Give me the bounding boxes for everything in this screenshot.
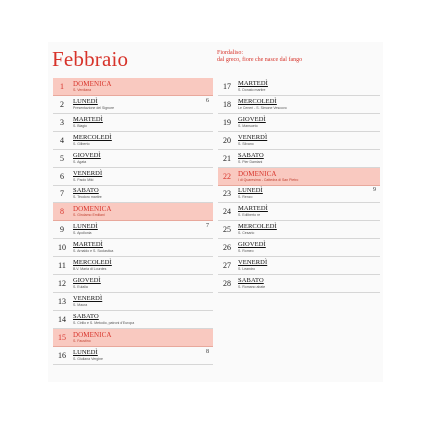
saint-name: S. Biagio [73, 123, 88, 128]
day-number: 11 [58, 261, 66, 270]
day-row [218, 132, 380, 150]
month-title: Febbraio [52, 47, 129, 71]
day-number: 15 [58, 332, 66, 342]
day-row [218, 78, 380, 96]
day-row [53, 329, 213, 347]
weekday-name: VENERDÌ [238, 259, 268, 266]
week-number: 9 [373, 187, 376, 194]
day-number: 10 [58, 243, 66, 253]
day-row [53, 347, 213, 365]
weekday-name: MARTEDÌ [238, 205, 268, 213]
day-number: 7 [60, 189, 64, 199]
flower-note [217, 50, 302, 64]
day-number: 17 [223, 82, 231, 91]
day-number: 22 [223, 171, 231, 181]
day-number: 12 [58, 278, 66, 288]
saint-name: Presentazione del Signore [73, 105, 115, 110]
day-row [218, 96, 380, 114]
day-number: 14 [58, 314, 66, 324]
weekday-name: MERCOLEDÌ [238, 97, 277, 105]
week-number: 6 [206, 97, 209, 104]
day-number: 24 [223, 207, 231, 217]
day-row [53, 239, 213, 257]
weekday-name: VENERDÌ [238, 133, 268, 141]
weekday-name: SABATO [238, 151, 264, 159]
weekday-name: GIOVEDÌ [73, 276, 101, 284]
weekday-name: SABATO [73, 312, 99, 320]
day-number: 18 [223, 99, 231, 109]
saint-name: S. Cirillo e S. Metodio, patroni d'Europa [73, 320, 135, 325]
day-number: 26 [223, 243, 231, 253]
day-row [218, 239, 380, 257]
day-row [53, 257, 213, 275]
weekday-name: LUNEDÌ [238, 187, 263, 195]
day-row [218, 203, 380, 221]
saint-name: S. Gilberto [73, 141, 90, 146]
saint-name: S. Apollonia [73, 231, 92, 236]
day-row [53, 114, 213, 132]
weekday-name: MERCOLEDÌ [73, 259, 112, 266]
day-row [53, 150, 213, 168]
day-number: 19 [223, 117, 231, 127]
weekday-name: LUNEDÌ [73, 223, 98, 231]
day-number: 20 [223, 135, 231, 145]
saint-name: S. Girolamo Emiliani [73, 213, 105, 218]
saint-name: S. Faustino [73, 338, 91, 343]
week-number: 8 [206, 348, 209, 355]
saint-name: S. Mansueto [238, 123, 258, 128]
day-number: 2 [60, 99, 64, 109]
weekday-name: VENERDÌ [73, 169, 103, 177]
day-row [218, 221, 380, 239]
saint-name: S. Verdiana [73, 88, 92, 92]
saint-name: S. Leandro [238, 267, 256, 271]
saint-name: Le Ceneri - S. Simone Vescovo [238, 105, 287, 110]
saint-name: S. Giuliana Vergine [73, 356, 103, 361]
day-number: 27 [223, 261, 231, 270]
saint-name: S. Donato martire [238, 88, 266, 92]
saint-name: S. Arnaldo e S. Scolastica [73, 249, 114, 254]
day-row [218, 185, 380, 203]
day-row [53, 132, 213, 150]
weekday-name: DOMENICA [238, 169, 277, 178]
day-row [53, 78, 213, 96]
weekday-name: LUNEDÌ [73, 97, 98, 105]
weekday-name: GIOVEDÌ [238, 115, 266, 123]
weekday-name: DOMENICA [73, 80, 112, 88]
day-row [53, 221, 213, 239]
weekday-name: MARTEDÌ [73, 241, 103, 249]
saint-name: S. Pier Damiani [238, 159, 263, 164]
saint-name: S. Eulalia [73, 284, 88, 289]
weekday-name: MARTEDÌ [238, 80, 268, 87]
day-number: 16 [58, 350, 66, 360]
saint-name: S. Romeo [238, 249, 254, 254]
day-row [53, 293, 213, 311]
day-row [53, 311, 213, 329]
weekday-name: GIOVEDÌ [73, 151, 101, 159]
saint-name: S. Agata [73, 159, 87, 164]
saint-name: S. Renzo [238, 195, 253, 200]
weekday-name: DOMENICA [73, 205, 112, 214]
day-number: 28 [223, 278, 231, 288]
week-number: 7 [206, 223, 209, 230]
saint-name: S. Romano abate [238, 284, 266, 289]
day-row [53, 185, 213, 203]
day-row [53, 96, 213, 114]
weekday-name: DOMENICA [73, 330, 112, 339]
day-number: 21 [223, 153, 231, 163]
flower-note-line-1: Fiordaliso: [217, 50, 244, 56]
saint-name: S. Edilberto re [238, 213, 261, 218]
weekday-name: MERCOLEDÌ [73, 133, 112, 141]
day-number: 9 [60, 225, 64, 235]
day-row [53, 275, 213, 293]
weekday-name: GIOVEDÌ [238, 241, 266, 249]
weekday-name: MARTEDÌ [73, 115, 103, 123]
weekday-name: SABATO [238, 276, 264, 284]
saint-name: S. Cesario [238, 231, 255, 236]
saint-name: S. Teodoro martire [73, 195, 102, 200]
day-number: 13 [58, 296, 66, 306]
day-row [218, 150, 380, 168]
saint-name: B.V. Maria di Lourdes [73, 267, 107, 271]
day-number: 25 [223, 225, 231, 235]
day-number: 8 [60, 207, 64, 217]
weekday-name: LUNEDÌ [73, 348, 98, 356]
day-row [218, 114, 380, 132]
saint-name: I di Quaresima - Cattedra di San Pietro [238, 177, 299, 182]
day-number: 5 [60, 153, 64, 163]
day-row [218, 168, 380, 186]
flower-note-line-2: dal greco, fiore che nasce dal fango [217, 57, 303, 63]
saint-name: S. Maura [73, 302, 88, 307]
weekday-name: MERCOLEDÌ [238, 223, 277, 231]
day-row [218, 257, 380, 275]
day-number: 1 [60, 82, 64, 91]
weekday-name: VENERDÌ [73, 294, 103, 302]
saint-name: S. Silvano [238, 141, 254, 146]
saint-name: S. Paolo Miki [73, 177, 94, 182]
day-number: 23 [223, 189, 231, 199]
weekday-name: SABATO [73, 187, 99, 195]
day-row [53, 168, 213, 186]
day-row [218, 275, 380, 293]
day-number: 4 [60, 135, 64, 145]
day-number: 3 [60, 117, 64, 127]
day-number: 6 [60, 171, 64, 181]
day-row [53, 203, 213, 221]
